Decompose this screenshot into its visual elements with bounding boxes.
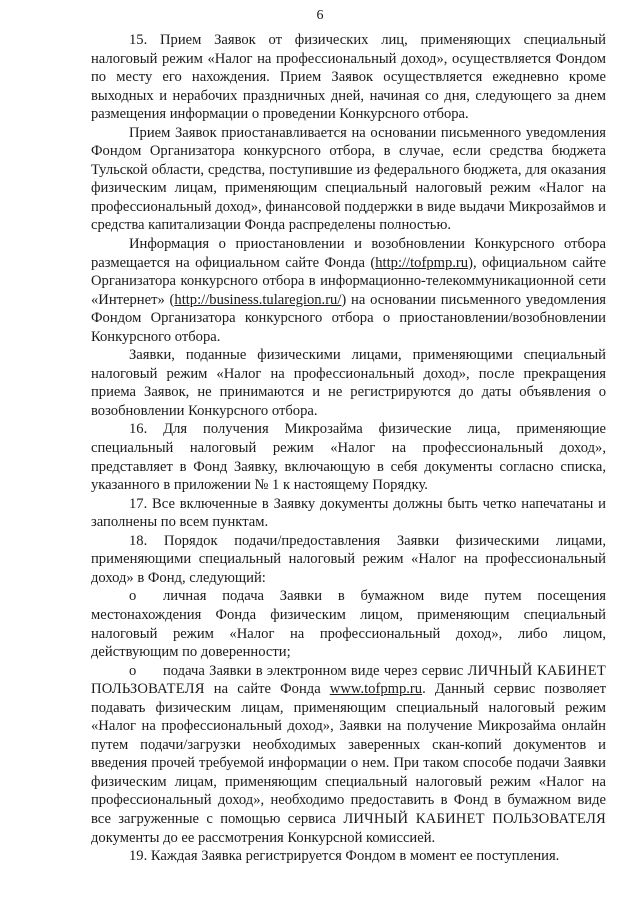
paragraph-19: 19. Каждая Заявка регистрируется Фондом в момент ее поступления. [129,848,560,865]
personal-cabinet-label: ЛИЧНЫЙ КАБИНЕТ ПОЛЬЗОВАТЕЛЯ [343,810,606,827]
list-item-text: на сайте Фонда [204,681,330,698]
page-number: 6 [316,8,324,23]
paragraph-text: ) на основании письменного уведомления Фондом Организатора конкурсного отбора о приостановлении/возобновлении Конкурсного отбора. [91,291,606,345]
bullet-circle-icon: o [129,662,137,679]
paragraph-15-information [91,235,606,346]
bullet-circle-icon: o [129,588,137,605]
paragraph-15-late-applications: Заявки, поданные физическими лицами, применяющими специальный налоговый режим «Налог на профессиональный доход», после прекращения приема Заявок, не принимаются и не регистрируются до даты объявления о возобновлении Конкурсного отбора. [91,347,606,419]
fund-site-link[interactable]: http://tofpmp.ru [375,254,469,271]
paragraph-text: Информация о приостановлении и возобновлении Конкурсного отбора размещается на официальном сайте Фонда ( [91,236,606,271]
paragraph-15: 15. Прием Заявок от физических лиц, применяющих специальный налоговый режим «Налог на профессиональный доход», осуществляется Фондом по месту его нахождения. Прием Заявок осуществляется ежедневно кроме выходных и нерабочих праздничных дней, начиная со дня, следующего за днем размещения информации о проведении Конкурсного отбора. [91,32,606,123]
paragraph-15-suspension: Прием Заявок приостанавливается на основании письменного уведомления Фондом Организатора конкурсного отбора, в случае, если средства бюджета Тульской области, средства, поступившие из федерального бюджета, для оказания физическим лицам, применяющим специальный налоговый режим «Налог на профессиональный доход», финансовой поддержки в виде выдачи Микрозаймов и средства капитализации Фонда распределены полностью. [91,124,606,234]
paragraph-16: 16. Для получения Микрозайма физические лица, применяющие специальный налоговый режим «Налог на профессиональный доход», представляет в Фонд Заявку, включающую в себя документы согласно списка, указанного в приложении № 1 к настоящему Порядку. [91,421,606,494]
organizer-site-link[interactable]: http://business.tularegion.ru/ [174,291,342,308]
paragraph-17: 17. Все включенные в Заявку документы должны быть четко напечатаны и заполнены по всем пунктам. [91,495,606,531]
personal-cabinet-label: ЛИЧНЫЙ КАБИНЕТ ПОЛЬЗОВАТЕЛЯ [91,662,606,698]
list-item-text: документы до ее рассмотрения Конкурсной комиссией. [91,829,436,846]
list-item-paper-submission [91,587,606,661]
list-item-text: подача Заявки в электронном виде через сервис [163,662,468,679]
list-item-text: . Данный сервис позволяет подавать физическим лицам, применяющим специальный налоговый режим «Налог на профессиональный доход», Заявки на получение Микрозайма онлайн путем подачи/загрузки необходимых заверенных скан-копий документов и введения прочей требуемой информации о нем. При таком способе подачи Заявки физическим лицам, применяющим специальный налоговый режим «Налог на профессиональный доход», необходимо предоставить в Фонд в бумажном виде все загруженные с помощью сервиса [91,681,606,827]
paragraph-text: ), официальном сайте Организатора конкурсного отбора в информационно-телекоммуникационной сети «Интернет» ( [91,254,606,308]
list-item-electronic-submission [91,662,606,847]
document-body [91,31,606,866]
fund-website-link[interactable]: www.tofpmp.ru [329,681,423,698]
paragraph-18: 18. Порядок подачи/предоставления Заявки физическими лицами, применяющими специальный налоговый режим «Налог на профессиональный доход» в Фонд, следующий: [91,532,606,586]
list-item-text: личная подача Заявки в бумажном виде путем посещения местонахождения Фонда физическим лицом, применяющим специальный налоговый режим «Налог на профессиональный доход», либо лицом, действующим по доверенности; [91,588,606,661]
